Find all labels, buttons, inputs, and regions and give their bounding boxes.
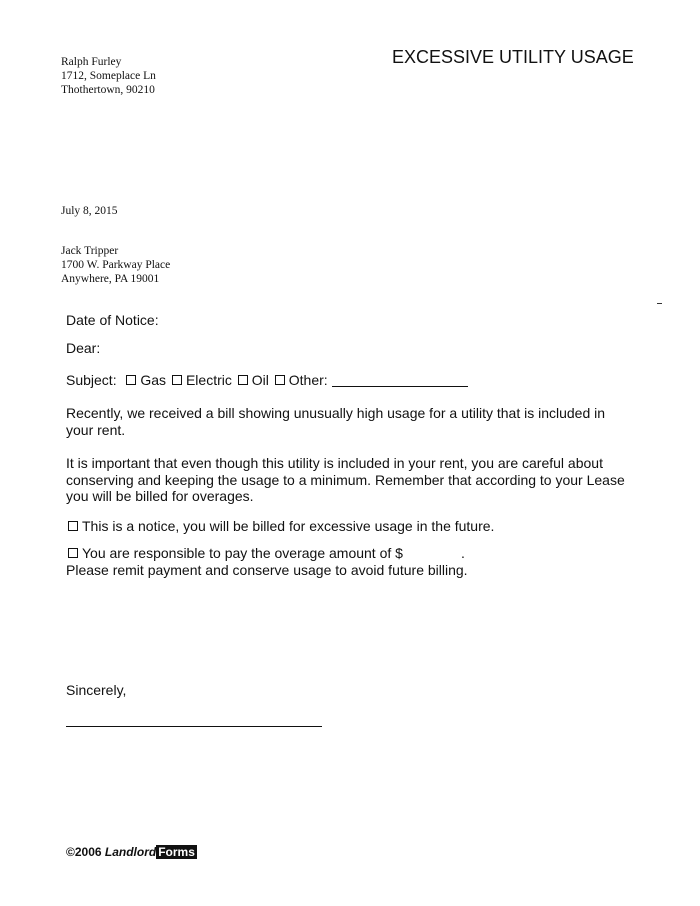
- gas-label: Gas: [140, 372, 167, 388]
- option-pay-period: .: [460, 545, 465, 561]
- sender-address: [61, 55, 156, 97]
- dear-label: Dear:: [66, 340, 101, 356]
- option-pay-line2: Please remit payment and conserve usage to avoid future billing.: [66, 561, 468, 578]
- gas-checkbox[interactable]: [126, 375, 136, 385]
- option-pay: [66, 545, 468, 578]
- electric-label: Electric: [185, 372, 232, 388]
- oil-checkbox[interactable]: [238, 375, 248, 385]
- date-of-notice-label: Date of Notice:: [66, 312, 159, 328]
- signature-line: [66, 726, 322, 727]
- recipient-address: [61, 244, 170, 286]
- oil-label: Oil: [251, 372, 269, 388]
- other-checkbox[interactable]: [275, 375, 285, 385]
- sender-city: Thothertown, 90210: [61, 84, 155, 96]
- option-notice-text: This is a notice, you will be billed for excessive usage in the future.: [82, 518, 495, 534]
- paragraph-1: Recently, we received a bill showing unusually high usage for a utility that is included in your rent.: [66, 405, 606, 438]
- option-notice: [66, 518, 494, 535]
- notice-checkbox[interactable]: [68, 521, 78, 531]
- other-label: Other:: [288, 372, 328, 388]
- logo-landlord: Landlord: [104, 845, 157, 859]
- subject-line: [66, 372, 468, 389]
- sender-street: 1712, Someplace Ln: [61, 70, 156, 82]
- electric-checkbox[interactable]: [172, 375, 182, 385]
- other-blank-field[interactable]: [332, 374, 468, 387]
- subject-label: Subject:: [66, 372, 117, 388]
- recipient-name: Jack Tripper: [61, 245, 119, 257]
- dash-mark: [657, 303, 662, 304]
- option-pay-text: You are responsible to pay the overage amount of $: [82, 545, 403, 561]
- sender-name: Ralph Furley: [61, 56, 122, 68]
- pay-checkbox[interactable]: [68, 548, 78, 558]
- paragraph-2: It is important that even though this utility is included in your rent, you are careful about conserving and keeping the usage to a minimum. Remember that according to your Lease you will be billed for overages.: [66, 455, 625, 504]
- recipient-street: 1700 W. Parkway Place: [61, 259, 171, 271]
- recipient-city: Anywhere, PA 19001: [61, 273, 160, 285]
- letter-date: July 8, 2015: [61, 205, 118, 217]
- copyright: ©2006: [66, 845, 102, 859]
- logo-forms: Forms: [158, 845, 195, 859]
- document-title: EXCESSIVE UTILITY USAGE: [392, 47, 634, 67]
- footer-logo: [66, 845, 197, 859]
- closing: Sincerely,: [66, 682, 127, 698]
